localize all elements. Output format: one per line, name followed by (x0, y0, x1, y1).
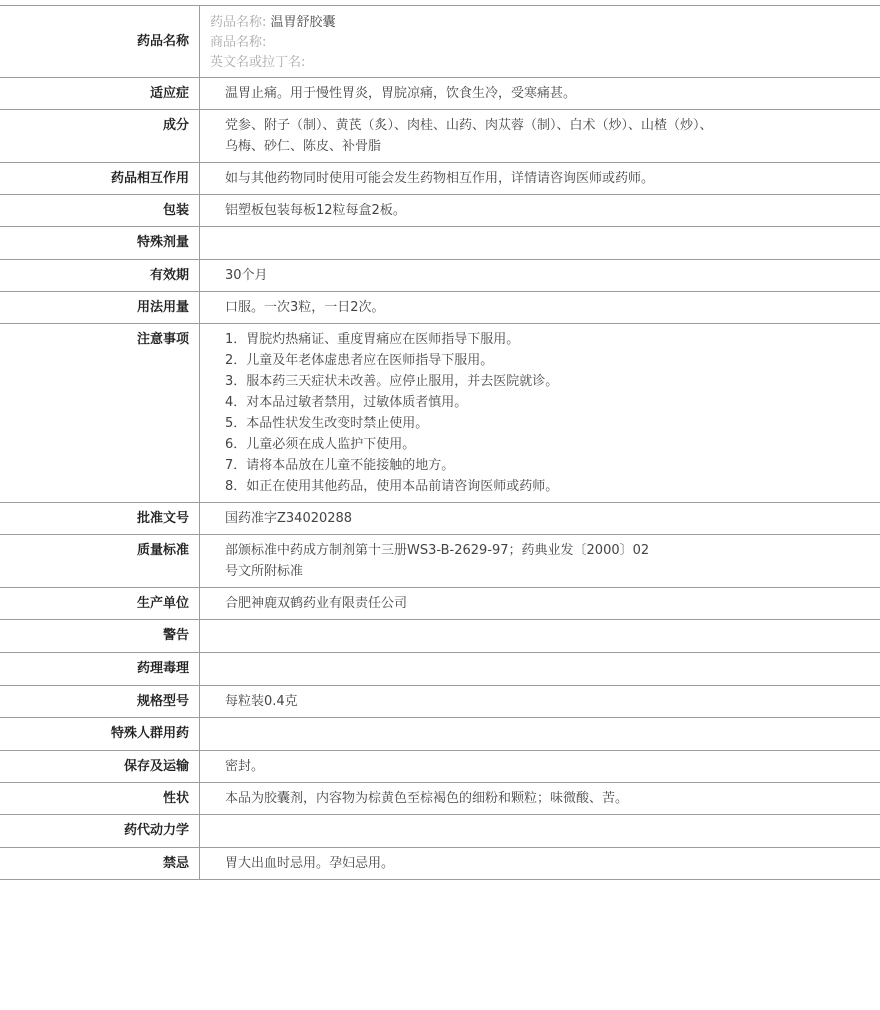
row-approval-number (0, 503, 880, 535)
precaution-item: 6．儿童必须在成人监护下使用。 (225, 437, 416, 452)
row-storage (0, 751, 880, 783)
english-name-line (210, 53, 870, 73)
description-value: 本品为胶囊剂，内容物为棕黄色至棕褐色的细粉和颗粒；味微酸、苦。 (200, 783, 880, 815)
precaution-item: 4．对本品过敏者禁用，过敏体质者慎用。 (225, 395, 468, 410)
indications-value: 温胃止痛。用于慢性胃炎，胃脘凉痛，饮食生冷，受寒痛甚。 (200, 78, 880, 110)
row-label: 药理毒理 (0, 653, 200, 686)
trade-name-label: 商品名称: (210, 35, 267, 50)
row-label: 警告 (0, 620, 200, 653)
special-dosage-value (200, 227, 880, 260)
row-drug-name (0, 6, 880, 78)
row-label: 有效期 (0, 260, 200, 292)
precaution-item: 8．如正在使用其他药品，使用本品前请咨询医师或药师。 (225, 479, 559, 494)
row-label: 药品名称 (0, 6, 200, 78)
row-specification (0, 686, 880, 718)
row-label: 药代动力学 (0, 815, 200, 848)
row-description (0, 783, 880, 815)
row-quality-standard (0, 535, 880, 588)
row-contraindications (0, 848, 880, 880)
precaution-item: 5．本品性状发生改变时禁止使用。 (225, 416, 429, 431)
row-label: 特殊剂量 (0, 227, 200, 260)
trade-name-line (210, 33, 870, 53)
generic-name-label: 药品名称: (210, 15, 267, 30)
row-label: 生产单位 (0, 588, 200, 620)
row-special-dosage (0, 227, 880, 260)
approval-number-value: 国药准字Z34020288 (200, 503, 880, 535)
interactions-value: 如与其他药物同时使用可能会发生药物相互作用，详情请咨询医师或药师。 (200, 163, 880, 195)
row-indications (0, 78, 880, 110)
row-ingredients (0, 110, 880, 163)
ingredients-line: 乌梅、砂仁、陈皮、补骨脂 (225, 139, 382, 154)
row-label: 注意事项 (0, 324, 200, 503)
drug-name-block (200, 6, 880, 78)
generic-name-value: 温胃舒胶囊 (270, 15, 336, 30)
specification-value: 每粒装0.4克 (200, 686, 880, 718)
row-label: 用法用量 (0, 292, 200, 324)
precaution-item: 3．服本药三天症状未改善。应停止服用，并去医院就诊。 (225, 374, 559, 389)
row-packaging (0, 195, 880, 227)
row-label: 药品相互作用 (0, 163, 200, 195)
precaution-item: 2．儿童及年老体虚患者应在医师指导下服用。 (225, 353, 494, 368)
row-precautions (0, 324, 880, 503)
row-label: 规格型号 (0, 686, 200, 718)
row-label: 适应症 (0, 78, 200, 110)
row-label: 批准文号 (0, 503, 200, 535)
row-label: 质量标准 (0, 535, 200, 588)
storage-value: 密封。 (200, 751, 880, 783)
row-label: 特殊人群用药 (0, 718, 200, 751)
generic-name-line (210, 13, 870, 33)
drug-spec-table (0, 5, 880, 880)
row-label: 性状 (0, 783, 200, 815)
contraindications-value: 胃大出血时忌用。孕妇忌用。 (200, 848, 880, 880)
packaging-value: 铝塑板包装每板12粒每盒2板。 (200, 195, 880, 227)
row-label: 禁忌 (0, 848, 200, 880)
row-label: 保存及运输 (0, 751, 200, 783)
quality-standard-line: 部颁标准中药成方制剂第十三册WS3-B-2629-97；药典业发〔2000〕02 (225, 543, 650, 558)
row-interactions (0, 163, 880, 195)
row-special-population (0, 718, 880, 751)
precautions-list (200, 324, 880, 503)
pharmacology-value (200, 653, 880, 686)
usage-value: 口服。一次3粒，一日2次。 (200, 292, 880, 324)
row-pharmacokinetics (0, 815, 880, 848)
row-label: 成分 (0, 110, 200, 163)
warning-value (200, 620, 880, 653)
row-pharmacology (0, 653, 880, 686)
special-population-value (200, 718, 880, 751)
precaution-item: 7．请将本品放在儿童不能接触的地方。 (225, 458, 455, 473)
row-label: 包装 (0, 195, 200, 227)
quality-standard-value (200, 535, 880, 588)
precaution-item: 1．胃脘灼热痛证、重度胃痛应在医师指导下服用。 (225, 332, 520, 347)
manufacturer-value: 合肥神鹿双鹤药业有限责任公司 (200, 588, 880, 620)
shelf-life-value: 30个月 (200, 260, 880, 292)
quality-standard-line: 号文所附标准 (225, 564, 304, 579)
row-manufacturer (0, 588, 880, 620)
row-warning (0, 620, 880, 653)
ingredients-line: 党参、附子（制）、黄芪（炙）、肉桂、山药、肉苁蓉（制）、白术（炒）、山楂（炒）、 (225, 118, 713, 133)
ingredients-value (200, 110, 880, 163)
english-name-label: 英文名或拉丁名: (210, 55, 306, 70)
pharmacokinetics-value (200, 815, 880, 848)
row-usage (0, 292, 880, 324)
row-shelf-life (0, 260, 880, 292)
